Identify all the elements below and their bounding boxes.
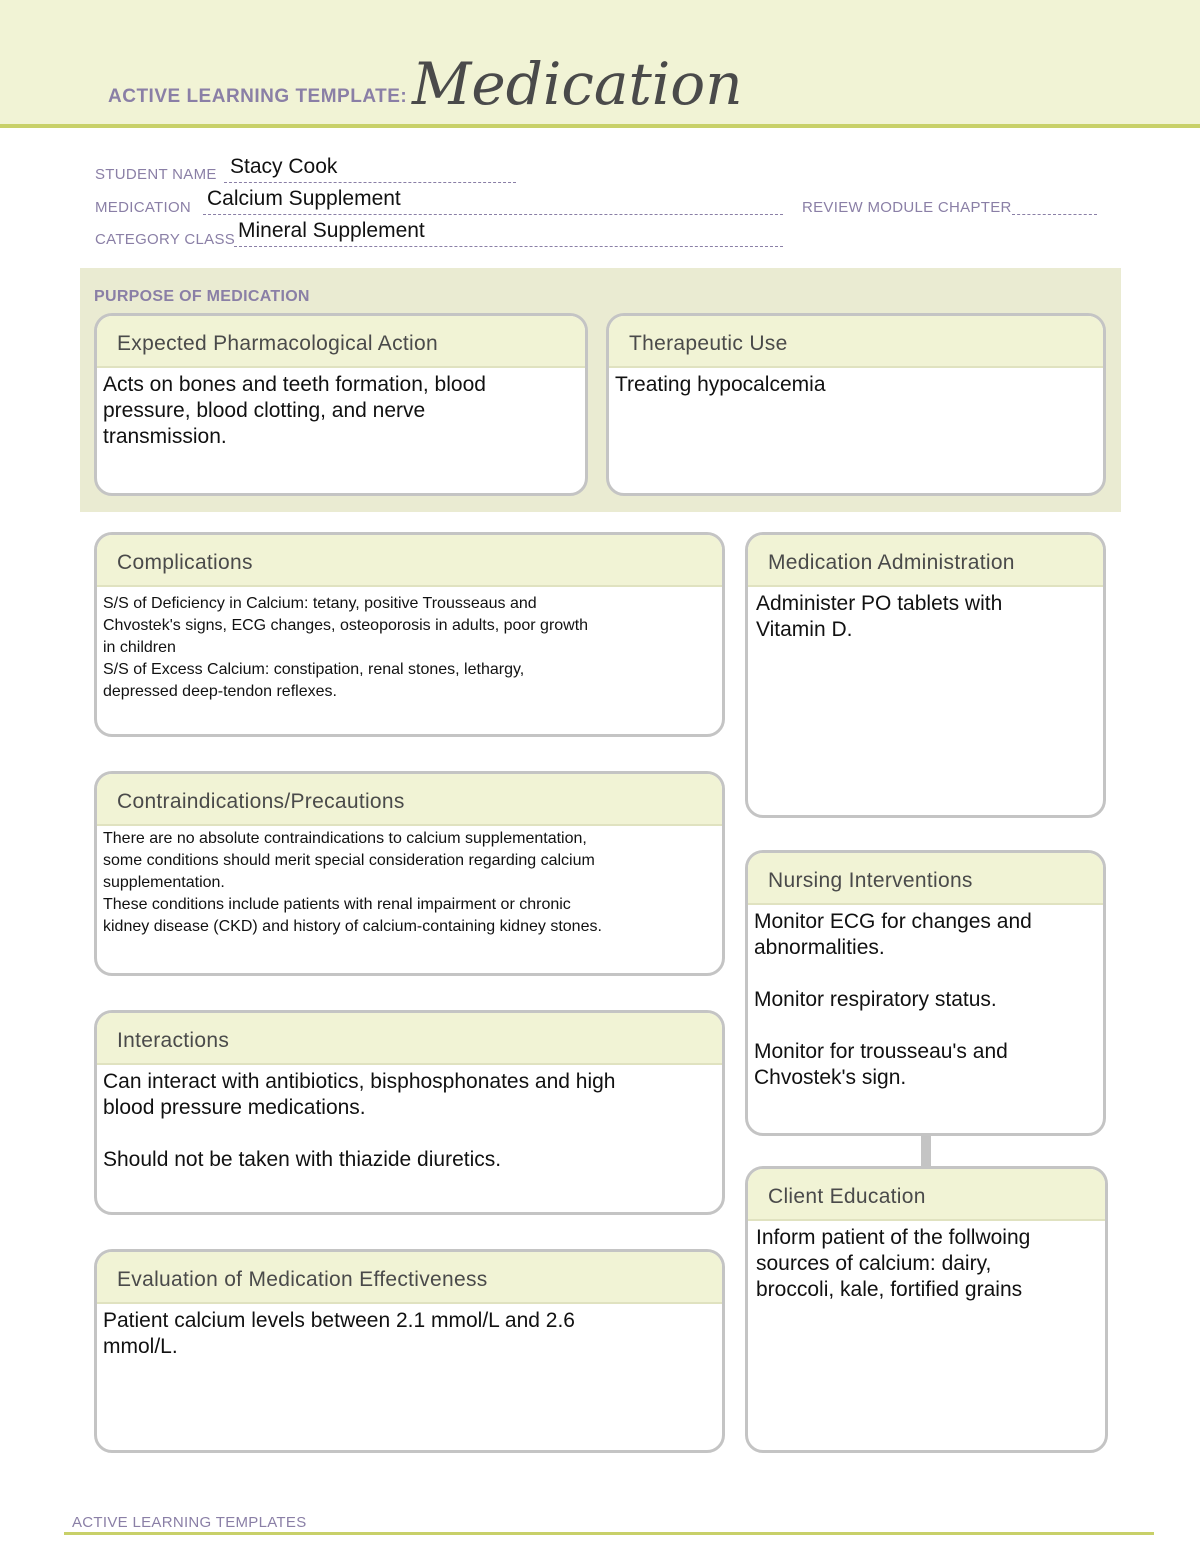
expected-action-text[interactable]: Acts on bones and teeth formation, blood pressure, blood clotting, and nerve transmission. [103,373,486,448]
header-banner [0,0,1200,128]
contraindications-box [94,771,725,976]
contraindications-heading: Contraindications/Precautions [97,774,722,826]
student-name-label: STUDENT NAME [95,166,217,183]
purpose-title: PURPOSE OF MEDICATION [94,288,310,305]
box-connector [921,1134,931,1166]
category-class-field[interactable]: Mineral Supplement [238,219,425,242]
complications-heading: Complications [97,535,722,587]
footer-label: ACTIVE LEARNING TEMPLATES [72,1514,307,1531]
complications-text[interactable]: S/S of Deficiency in Calcium: tetany, positive Trousseaus and Chvostek's signs, ECG changes, osteoporosis in adults, poor growth in children S/S of Excess Calcium: constipation, renal stones, lethargy, depressed deep-tendon reflexes. [103,595,589,700]
interactions-heading: Interactions [97,1013,722,1065]
medication-line [203,214,783,215]
therapeutic-use-box [606,313,1106,496]
evaluation-heading: Evaluation of Medication Effectiveness [97,1252,722,1304]
therapeutic-use-heading: Therapeutic Use [609,316,1103,368]
medication-administration-box [745,532,1106,818]
nursing-interventions-heading: Nursing Interventions [748,853,1103,905]
review-module-line [1012,214,1097,215]
client-education-heading: Client Education [748,1169,1105,1221]
medication-administration-heading: Medication Administration [748,535,1103,587]
expected-action-heading: Expected Pharmacological Action [97,316,585,368]
client-education-box [745,1166,1108,1453]
template-label: ACTIVE LEARNING TEMPLATE: [108,86,408,107]
medication-administration-text[interactable]: Administer PO tablets with Vitamin D. [756,592,1003,641]
footer-divider [64,1532,1154,1535]
expected-action-box [94,313,588,496]
therapeutic-use-text[interactable]: Treating hypocalcemia [615,373,826,396]
nursing-interventions-text[interactable]: Monitor ECG for changes and abnormalities. Monitor respiratory status. Monitor for trousseau's and Chvostek's sign. [754,910,1032,1089]
client-education-text[interactable]: Inform patient of the follwoing sources of calcium: dairy, broccoli, kale, fortified grains [756,1226,1031,1301]
category-class-label: CATEGORY CLASS [95,231,236,248]
evaluation-box [94,1249,725,1453]
category-class-line [234,246,783,247]
medication-field[interactable]: Calcium Supplement [207,187,401,210]
complications-box [94,532,725,737]
contraindications-text[interactable]: There are no absolute contraindications to calcium supplementation, some conditions should merit special consideration regarding calcium supplementation. These conditions include patients with renal impairment or chronic kidney disease (CKD) and history of calcium-containing kidney stones. [103,830,602,935]
interactions-box [94,1010,725,1215]
student-name-line [224,182,516,183]
medication-label: MEDICATION [95,199,192,216]
evaluation-text[interactable]: Patient calcium levels between 2.1 mmol/L and 2.6 mmol/L. [103,1309,575,1358]
interactions-text[interactable]: Can interact with antibiotics, bisphosphonates and high blood pressure medications. Should not be taken with thiazide diuretics. [103,1070,616,1171]
review-module-label: REVIEW MODULE CHAPTER [802,199,1012,216]
page-title: Medication [412,50,743,118]
student-name-field[interactable]: Stacy Cook [230,155,338,178]
nursing-interventions-box [745,850,1106,1136]
